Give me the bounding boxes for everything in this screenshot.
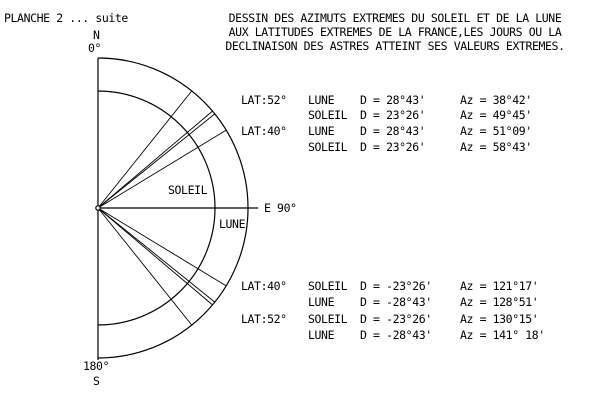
row-azimuth: Az = 141° 18' — [460, 328, 545, 342]
row-azimuth: Az = 128°51' — [460, 295, 539, 309]
lat-label-52-south: LAT:52° — [241, 312, 287, 326]
lat-label-40-south: LAT:40° — [241, 279, 287, 293]
row-body: SOLEIL — [308, 140, 348, 154]
azimuth-ray — [98, 208, 213, 305]
east-label: E 90° — [264, 201, 297, 215]
lat-label-52-north: LAT:52° — [241, 93, 287, 107]
plate-label: PLANCHE 2 ... suite — [4, 11, 128, 25]
azimuth-ray — [98, 208, 226, 286]
row-body: SOLEIL — [308, 108, 348, 122]
south-degree: 180° — [83, 359, 110, 373]
north-letter: N — [93, 28, 100, 42]
row-body: LUNE — [308, 124, 335, 138]
row-azimuth: Az = 49°45' — [460, 108, 532, 122]
row-azimuth: Az = 51°09' — [460, 124, 532, 138]
row-azimuth: Az = 58°43' — [460, 140, 532, 154]
lat-label-40-north: LAT:40° — [241, 124, 287, 138]
north-degree: 0° — [88, 41, 102, 55]
header-line-2: AUX LATITUDES EXTREMES DE LA FRANCE,LES JOURS OU LA — [228, 25, 562, 39]
row-declination: D = 28°43' — [360, 124, 426, 138]
row-body: LUNE — [308, 295, 335, 309]
row-declination: D = -23°26' — [360, 312, 432, 326]
row-declination: D = -28°43' — [360, 328, 432, 342]
header-line-1: DESSIN DES AZIMUTS EXTREMES DU SOLEIL ET DE LA LUNE — [228, 11, 562, 25]
row-declination: D = 28°43' — [360, 93, 426, 107]
south-letter: S — [93, 374, 100, 388]
row-body: SOLEIL — [308, 279, 348, 293]
azimuth-ray — [98, 208, 192, 325]
row-azimuth: Az = 121°17' — [460, 279, 539, 293]
row-declination: D = 23°26' — [360, 140, 426, 154]
row-azimuth: Az = 130°15' — [460, 312, 539, 326]
region-lune-label: LUNE — [219, 217, 246, 231]
row-declination: D = -28°43' — [360, 295, 432, 309]
azimuth-ray — [98, 208, 215, 302]
row-body: LUNE — [308, 93, 335, 107]
row-body: LUNE — [308, 328, 335, 342]
row-azimuth: Az = 38°42' — [460, 93, 532, 107]
row-declination: D = 23°26' — [360, 108, 426, 122]
row-body: SOLEIL — [308, 312, 348, 326]
header-line-3: DECLINAISON DES ASTRES ATTEINT SES VALEURS EXTREMES. — [225, 39, 565, 53]
region-soleil-label: SOLEIL — [168, 183, 208, 197]
center-point — [96, 206, 100, 210]
row-declination: D = -23°26' — [360, 279, 432, 293]
